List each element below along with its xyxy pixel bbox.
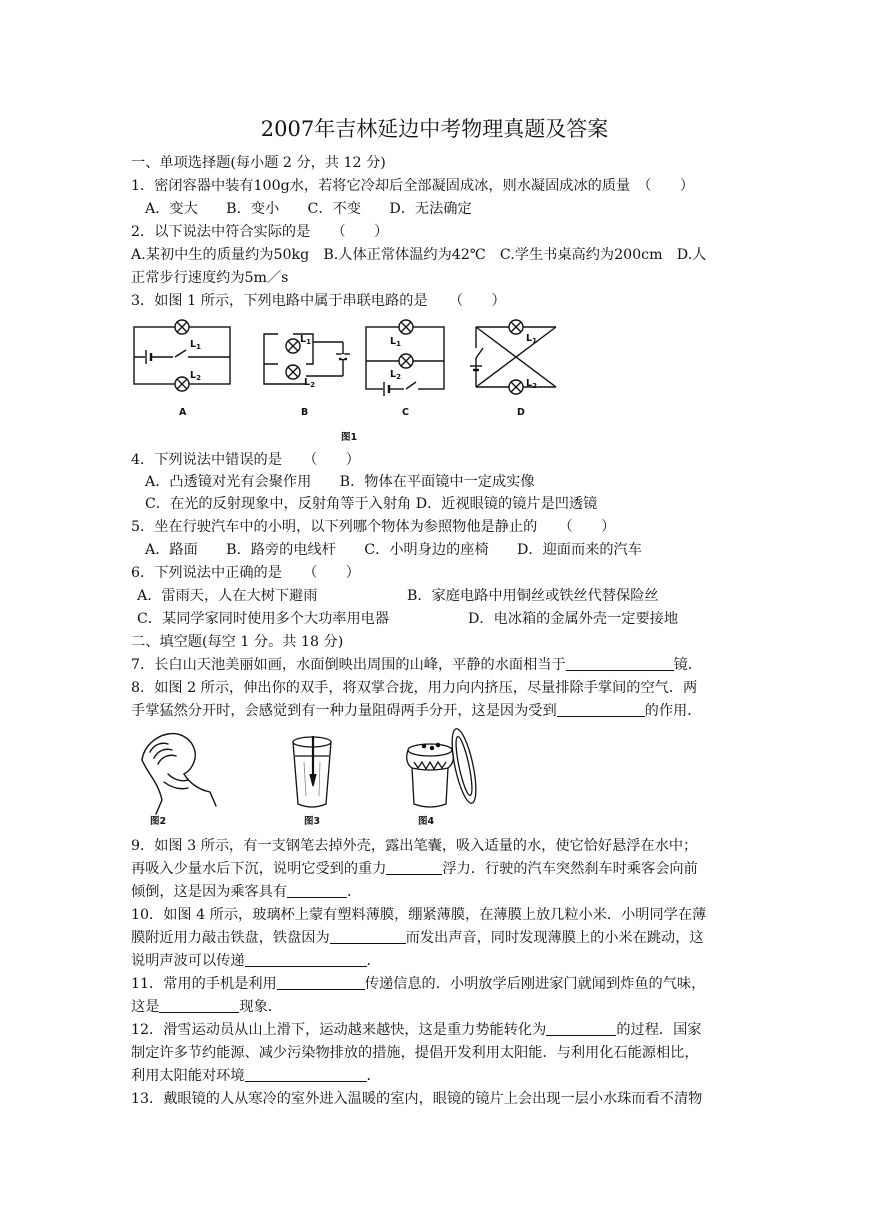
- figure-1-circuits: [128, 314, 568, 446]
- q10-blank-2[interactable]: [245, 951, 367, 967]
- q10-blank-1[interactable]: [330, 928, 406, 944]
- q7-blank[interactable]: [566, 655, 674, 671]
- q8-blank[interactable]: [557, 701, 645, 717]
- question-12-line1: 12．滑雪运动员从山上滑下，运动越来越快，这是重力势能转化为 的过程．国家: [131, 1022, 702, 1038]
- question-2-stem: 2．以下说法中符合实际的是 （ ）: [131, 224, 389, 240]
- svg-text:L1: $L_1$: [390, 336, 401, 348]
- section-heading-fill: 二、填空题(每空 1 分。共 18 分): [131, 634, 344, 650]
- fig3-caption: 图3: [304, 816, 321, 827]
- q12-blank-2[interactable]: [245, 1066, 367, 1082]
- svg-text:L2: $L_2$: [304, 377, 315, 389]
- glass-membrane-plate-icon: [407, 727, 481, 807]
- svg-text:L2: $L_2$: [190, 370, 201, 382]
- question-6-option-c: C．某同学家同时使用多个大功率用电器: [137, 611, 390, 627]
- q11-blank-2[interactable]: [159, 997, 239, 1013]
- fig1-option-c: C: [402, 407, 409, 418]
- fig4-caption: 图4: [418, 816, 435, 827]
- question-9-line3: 倾倒，这是因为乘客具有 ．: [131, 884, 362, 900]
- question-7: 7．长白山天池美丽如画，水面倒映出周围的山峰，平静的水面相当于 镜．: [131, 657, 703, 673]
- q12-blank-1[interactable]: [546, 1020, 616, 1036]
- question-8-line1: 8．如图 2 所示，伸出你的双手，将双掌合拢，用力向内挤压，尽量排除手掌间的空气．两: [131, 680, 698, 696]
- section-heading-choice: 一、单项选择题(每小题 2 分，共 12 分): [131, 155, 386, 171]
- question-10-line1: 10．如图 4 所示，玻璃杯上蒙有塑料薄膜，绷紧薄膜，在薄膜上放几粒小米．小明同学在薄: [131, 907, 707, 923]
- question-8-line2: 手掌猛然分开时，会感觉到有一种力量阻碍两手分开，这是因为受到 的作用．: [131, 703, 702, 719]
- question-9-line1: 9．如图 3 所示，有一支钢笔去掉外壳，露出笔囊，吸入适量的水，使它恰好悬浮在水中；: [131, 838, 698, 854]
- question-4-options-line1: A．凸透镜对光有会聚作用 B．物体在平面镜中一定成实像: [145, 474, 535, 490]
- q11-blank-1[interactable]: [277, 974, 365, 990]
- clasped-hands-icon: [142, 734, 216, 814]
- question-6-stem: 6．下列说法中正确的是 （ ）: [131, 565, 360, 581]
- page-title: 2007年吉林延边中考物理真题及答案: [260, 117, 609, 141]
- question-10-line2: 膜附近用力敲击铁盘，铁盘因为 而发出声音，同时发现薄膜上的小米在跳动，这: [131, 930, 704, 946]
- question-2-options-line2: 正常步行速度约为5m／s: [131, 270, 289, 286]
- question-13-line1: 13．戴眼镜的人从寒冷的室外进入温暖的室内，眼镜的镜片上会出现一层小水珠而看不清物: [131, 1091, 703, 1107]
- question-6-option-b: B．家庭电路中用铜丝或铁丝代替保险丝: [407, 588, 659, 604]
- glass-with-pen-icon: [293, 736, 331, 807]
- question-2-options-line1: A.某初中生的质量约为50kg B.人体正常体温约为42℃ C.学生书桌高约为200cm D.人: [131, 247, 707, 263]
- question-4-stem: 4．下列说法中错误的是 （ ）: [131, 452, 360, 468]
- question-12-line2: 制定许多节约能源、减少污染物排放的措施，提倡开发利用太阳能．与利用化石能源相比，: [131, 1045, 699, 1061]
- svg-text:L2: $L_2$: [526, 378, 537, 390]
- question-4-options-line2: C．在光的反射现象中，反射角等于入射角 D．近视眼镜的镜片是凹透镜: [145, 496, 598, 512]
- question-10-line3: 说明声波可以传递 ．: [131, 953, 381, 969]
- svg-text:L1: $L_1$: [300, 334, 311, 346]
- svg-text:L1: $L_1$: [190, 339, 201, 351]
- question-9-line2: 再吸入少量水后下沉，说明它受到的重力 浮力．行驶的汽车突然刹车时乘客会向前: [131, 861, 698, 877]
- fig1-caption: 图1: [341, 432, 358, 443]
- question-1-stem: 1．密闭容器中装有100g水，若将它冷却后全部凝固成冰，则水凝固成冰的质量 （ ）: [131, 178, 695, 194]
- question-11-line2: 这是 现象．: [131, 999, 282, 1015]
- svg-text:L2: $L_2$: [390, 369, 401, 381]
- fig1-option-b: B: [301, 407, 309, 418]
- question-12-line3: 利用太阳能对环境 ．: [131, 1068, 381, 1084]
- question-6-option-a: A．雷雨天，人在大树下避雨: [137, 588, 318, 604]
- fig1-option-d: D: [517, 407, 525, 418]
- question-11-line1: 11．常用的手机是利用 传递信息的．小明放学后刚进家门就闻到炸鱼的气味，: [131, 976, 706, 992]
- question-6-option-d: D．电冰箱的金属外壳一定要接地: [468, 611, 679, 627]
- question-5-options: A．路面 B．路旁的电线杆 C．小明身边的座椅 D．迎面而来的汽车: [145, 542, 642, 558]
- fig1-label-l1a: L: [190, 339, 197, 350]
- question-3-stem: 3．如图 1 所示，下列电路中属于串联电路的是 （ ）: [131, 293, 506, 309]
- fig2-caption: 图2: [150, 816, 167, 827]
- fig1-option-a: A: [179, 407, 187, 418]
- question-1-options: A．变大 B．变小 C．不变 D．无法确定: [145, 201, 472, 217]
- question-5-stem: 5．坐在行驶汽车中的小明，以下列哪个物体为参照物他是静止的 （ ）: [131, 519, 616, 535]
- svg-text:L1: $L_1$: [526, 333, 537, 345]
- figures-2-3-4: [128, 722, 488, 830]
- q9-blank-2[interactable]: [287, 882, 347, 898]
- q9-blank-1[interactable]: [386, 859, 442, 875]
